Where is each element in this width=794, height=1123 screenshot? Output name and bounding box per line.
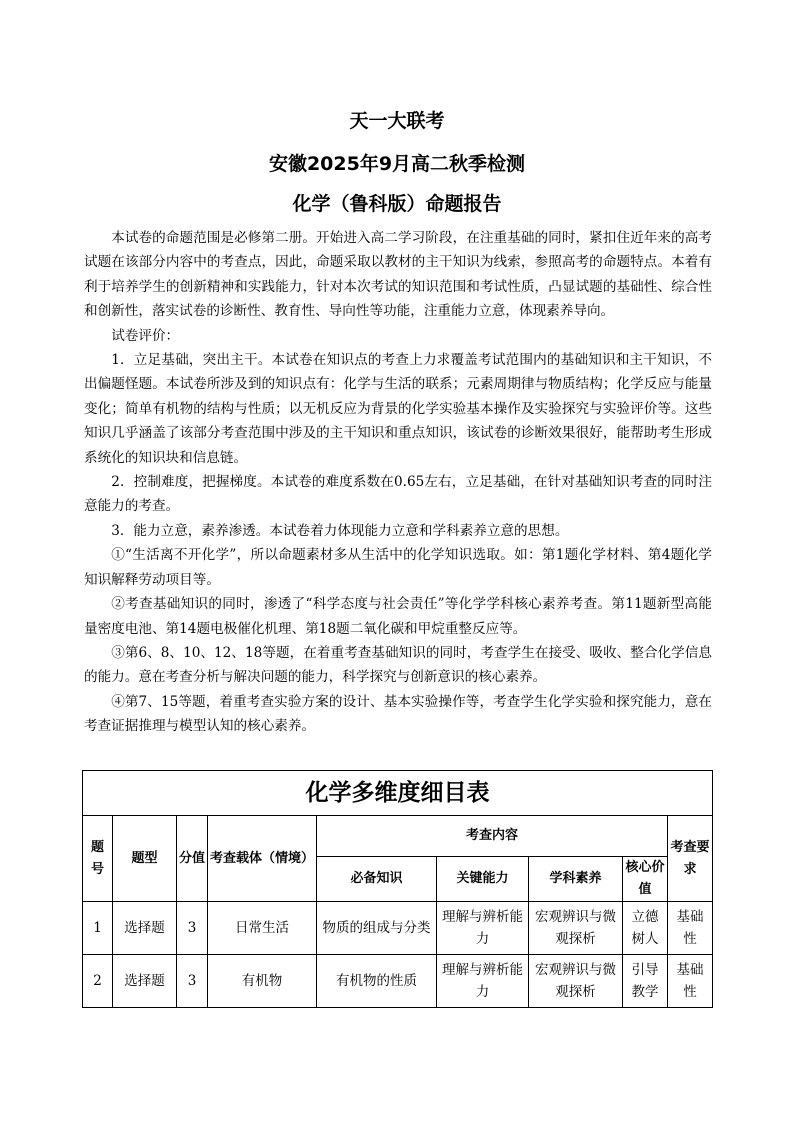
cell-type: 选择题 — [113, 955, 177, 1008]
point-1-paragraph: 1．立足基础，突出主干。本试卷在知识点的考查上力求覆盖考试范围内的基础知识和主干知识，不出偏题怪题。本试卷所涉及到的知识点有：化学与生活的联系；元素周期律与物质结构；化学反应与能量变化；简单有机物的结构与性质；以无机反应为背景的化学实验基本操作及实验探究与实验评价等。这些知识几乎涵盖了该部分考查范围中涉及的主干知识和重点知识，该试卷的诊断效果很好，能帮助考生形成系统化的知识块和信息链。 — [84, 352, 712, 466]
intro-paragraph: 本试卷的命题范围是必修第二册。开始进入高二学习阶段，在注重基础的同时，紧扣住近年来的高考试题在该部分内容中的考查点，因此，命题采取以教材的主干知识为线索，参照高考的命题特点。本着有利于培养学生的创新精神和实践能力，针对本次考试的知识范围和考试性质，凸显试题的基础性、综合性和创新性，落实试卷的诊断性、教育性、导向性等功能，注重能力立意，体现素养导向。 — [84, 230, 712, 320]
detail-table — [82, 770, 713, 1008]
cell-carrier: 有机物 — [208, 955, 317, 1008]
cell-score: 3 — [177, 902, 208, 955]
header-type: 题型 — [113, 816, 177, 902]
header-knowledge: 必备知识 — [317, 857, 437, 902]
cell-value: 引导教学 — [623, 955, 668, 1008]
sub-point-3-paragraph: ③第6、8、10、12、18等题，在着重考查基础知识的同时，考查学生在接受、吸收、整合化学信息的能力。意在考查分析与解决问题的能力，科学探究与创新意识的核心素养。 — [84, 644, 712, 686]
table-title: 化学多维度细目表 — [83, 771, 713, 816]
sub-point-4-paragraph: ④第7、15等题，着重考查实验方案的设计、基本实验操作等，考查学生化学实验和探究能力，意在考查证据推理与模型认知的核心素养。 — [84, 693, 712, 735]
header-value: 核心价值 — [623, 857, 668, 902]
header-carrier: 考查载体（情境） — [208, 816, 317, 902]
header-requirement: 考查要求 — [668, 816, 713, 902]
cell-type: 选择题 — [113, 902, 177, 955]
cell-value: 立德树人 — [623, 902, 668, 955]
cell-requirement: 基础性 — [668, 955, 713, 1008]
header-ability: 关键能力 — [437, 857, 529, 902]
cell-knowledge: 有机物的性质 — [317, 955, 437, 1008]
sub-point-1-paragraph: ①“生活离不开化学”，所以命题素材多从生活中的化学知识选取。如：第1题化学材料、第4题化学知识解释劳动项目等。 — [84, 547, 712, 588]
report-body — [84, 226, 712, 739]
report-exam-title: 安徽2025年9月高二秋季检测 — [268, 153, 526, 175]
cell-num: 2 — [83, 955, 113, 1008]
cell-carrier: 日常生活 — [208, 902, 317, 955]
sub-point-2-paragraph: ②考查基础知识的同时，渗透了“科学态度与社会责任”等化学学科核心素养考查。第11题新型高能量密度电池、第14题电极催化机理、第18题二氧化碳和甲烷重整反应等。 — [84, 596, 712, 637]
cell-literacy: 宏观辨识与微观探析 — [529, 955, 623, 1008]
cell-literacy: 宏观辨识与微观探析 — [529, 902, 623, 955]
header-content: 考查内容 — [317, 816, 668, 857]
cell-ability: 理解与辨析能力 — [437, 955, 529, 1008]
report-subject-title: 化学（鲁科版）命题报告 — [292, 193, 502, 215]
report-org-title: 天一大联考 — [349, 110, 445, 132]
point-3-paragraph: 3．能力立意，素养渗透。本试卷着力体现能力立意和学科素养立意的思想。 — [111, 522, 569, 539]
cell-requirement: 基础性 — [668, 902, 713, 955]
table-row — [83, 955, 713, 1008]
point-2-paragraph: 2．控制难度，把握梯度。本试卷的难度系数在0.65左右，立足基础，在针对基础知识考查的同时注意能力的考查。 — [84, 474, 712, 515]
header-literacy: 学科素养 — [529, 857, 623, 902]
header-score: 分值 — [177, 816, 208, 902]
header-num: 题号 — [83, 816, 113, 902]
evaluation-heading: 试卷评价： — [111, 327, 180, 344]
cell-knowledge: 物质的组成与分类 — [317, 902, 437, 955]
cell-ability: 理解与辨析能力 — [437, 902, 529, 955]
table-row — [83, 902, 713, 955]
cell-num: 1 — [83, 902, 113, 955]
cell-score: 3 — [177, 955, 208, 1008]
